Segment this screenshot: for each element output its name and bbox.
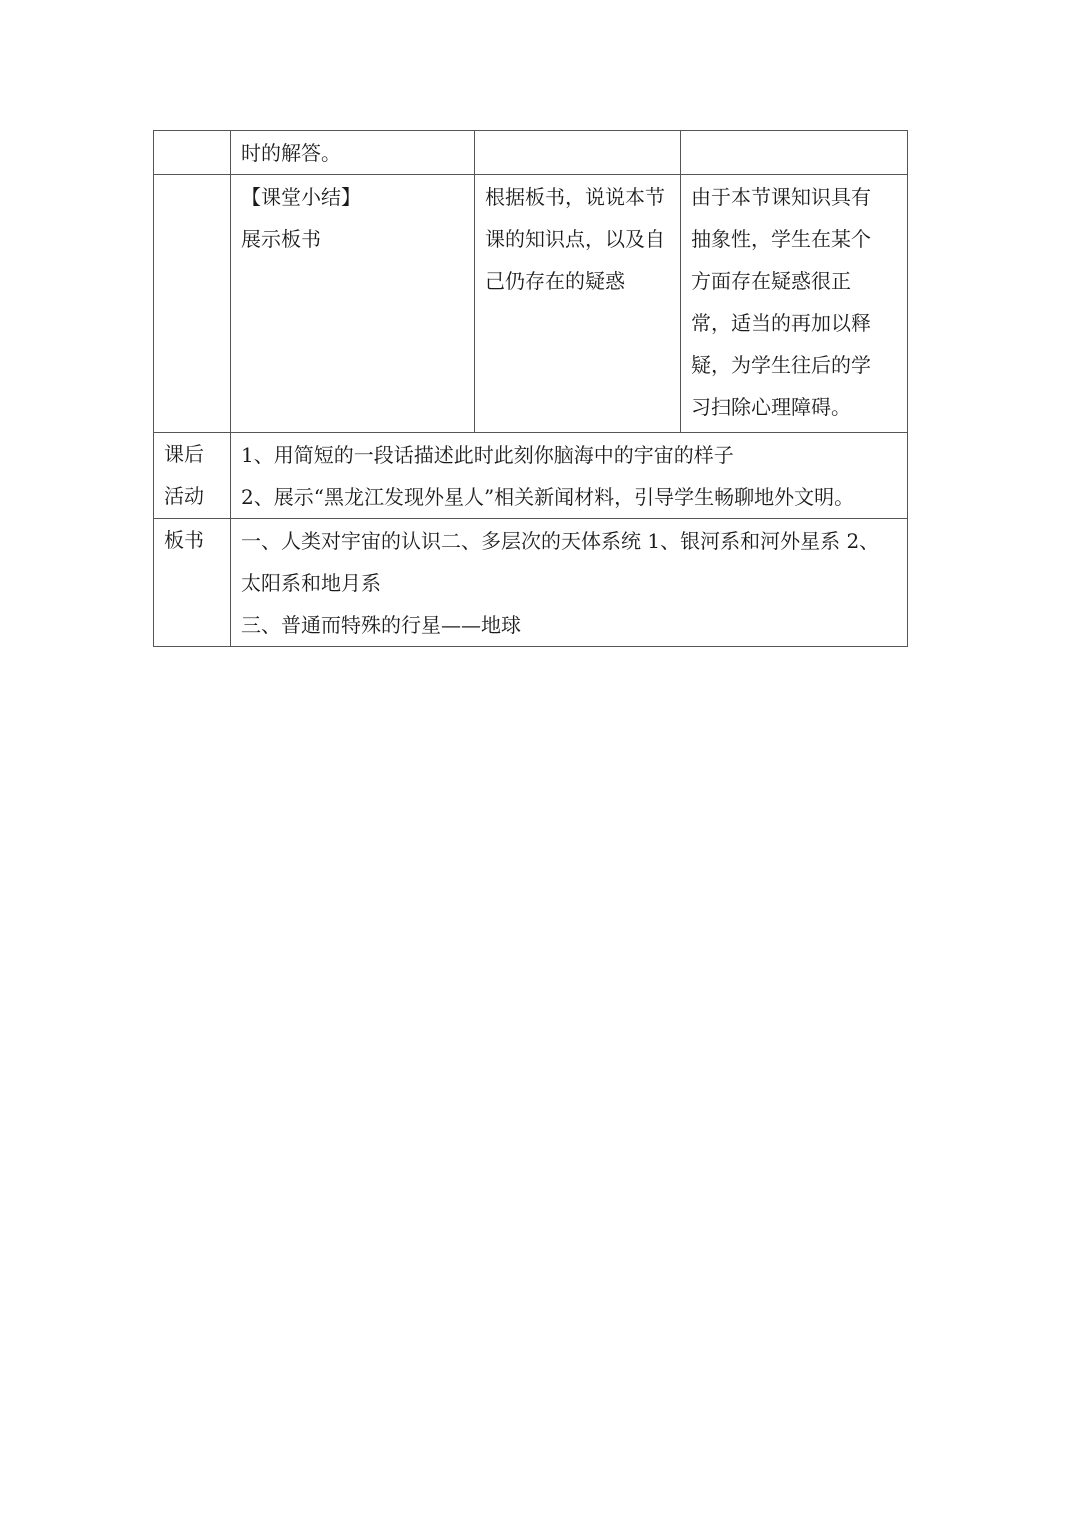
row-label-line: 活动 <box>164 484 204 508</box>
row-label-line: 课后 <box>164 442 204 466</box>
section-heading: 【课堂小结】 <box>241 185 361 209</box>
cell-text-line: 常，适当的再加以释 <box>691 311 871 335</box>
cell-text-line: 1、用简短的一段话描述此时此刻你脑海中的宇宙的样子 <box>241 443 734 467</box>
cell-text-line: 一、人类对宇宙的认识二、多层次的天体系统 1、银河系和河外星系 2、 <box>241 529 880 553</box>
lesson-plan-table <box>153 130 908 647</box>
cell-text-line: 2、展示“黑龙江发现外星人”相关新闻材料，引导学生畅聊地外文明。 <box>241 485 855 509</box>
cell-text: 展示板书 <box>241 227 321 251</box>
cell-text-line: 己仍存在的疑惑 <box>485 269 625 293</box>
empty-label-cell <box>154 175 231 433</box>
cell-text-line: 太阳系和地月系 <box>241 571 381 595</box>
table-row <box>154 131 908 175</box>
row-label-after-class-activity <box>154 433 231 519</box>
cell-text-line: 抽象性，学生在某个 <box>691 227 871 251</box>
row-label-line: 板书 <box>164 528 204 552</box>
cell-text-line: 由于本节课知识具有 <box>691 185 871 209</box>
blackboard-outline-cell <box>231 519 908 647</box>
student-activity-cell <box>475 175 681 433</box>
design-intent-cell <box>681 131 908 175</box>
student-activity-cell <box>475 131 681 175</box>
table-row <box>154 175 908 433</box>
cell-text-line: 习扫除心理障碍。 <box>691 395 851 419</box>
cell-text-line: 课的知识点，以及自 <box>485 227 665 251</box>
teacher-activity-cell <box>231 131 475 175</box>
cell-text-line: 疑，为学生往后的学 <box>691 353 871 377</box>
cell-text-line: 根据板书，说说本节 <box>485 185 665 209</box>
design-intent-cell <box>681 175 908 433</box>
teacher-activity-cell <box>231 175 475 433</box>
table-row <box>154 433 908 519</box>
empty-label-cell <box>154 131 231 175</box>
cell-text-line: 方面存在疑惑很正 <box>691 269 851 293</box>
cell-text: 时的解答。 <box>241 141 341 165</box>
after-class-activity-cell <box>231 433 908 519</box>
cell-text-line: 三、普通而特殊的行星——地球 <box>241 613 521 637</box>
row-label-blackboard <box>154 519 231 647</box>
table-row <box>154 519 908 647</box>
